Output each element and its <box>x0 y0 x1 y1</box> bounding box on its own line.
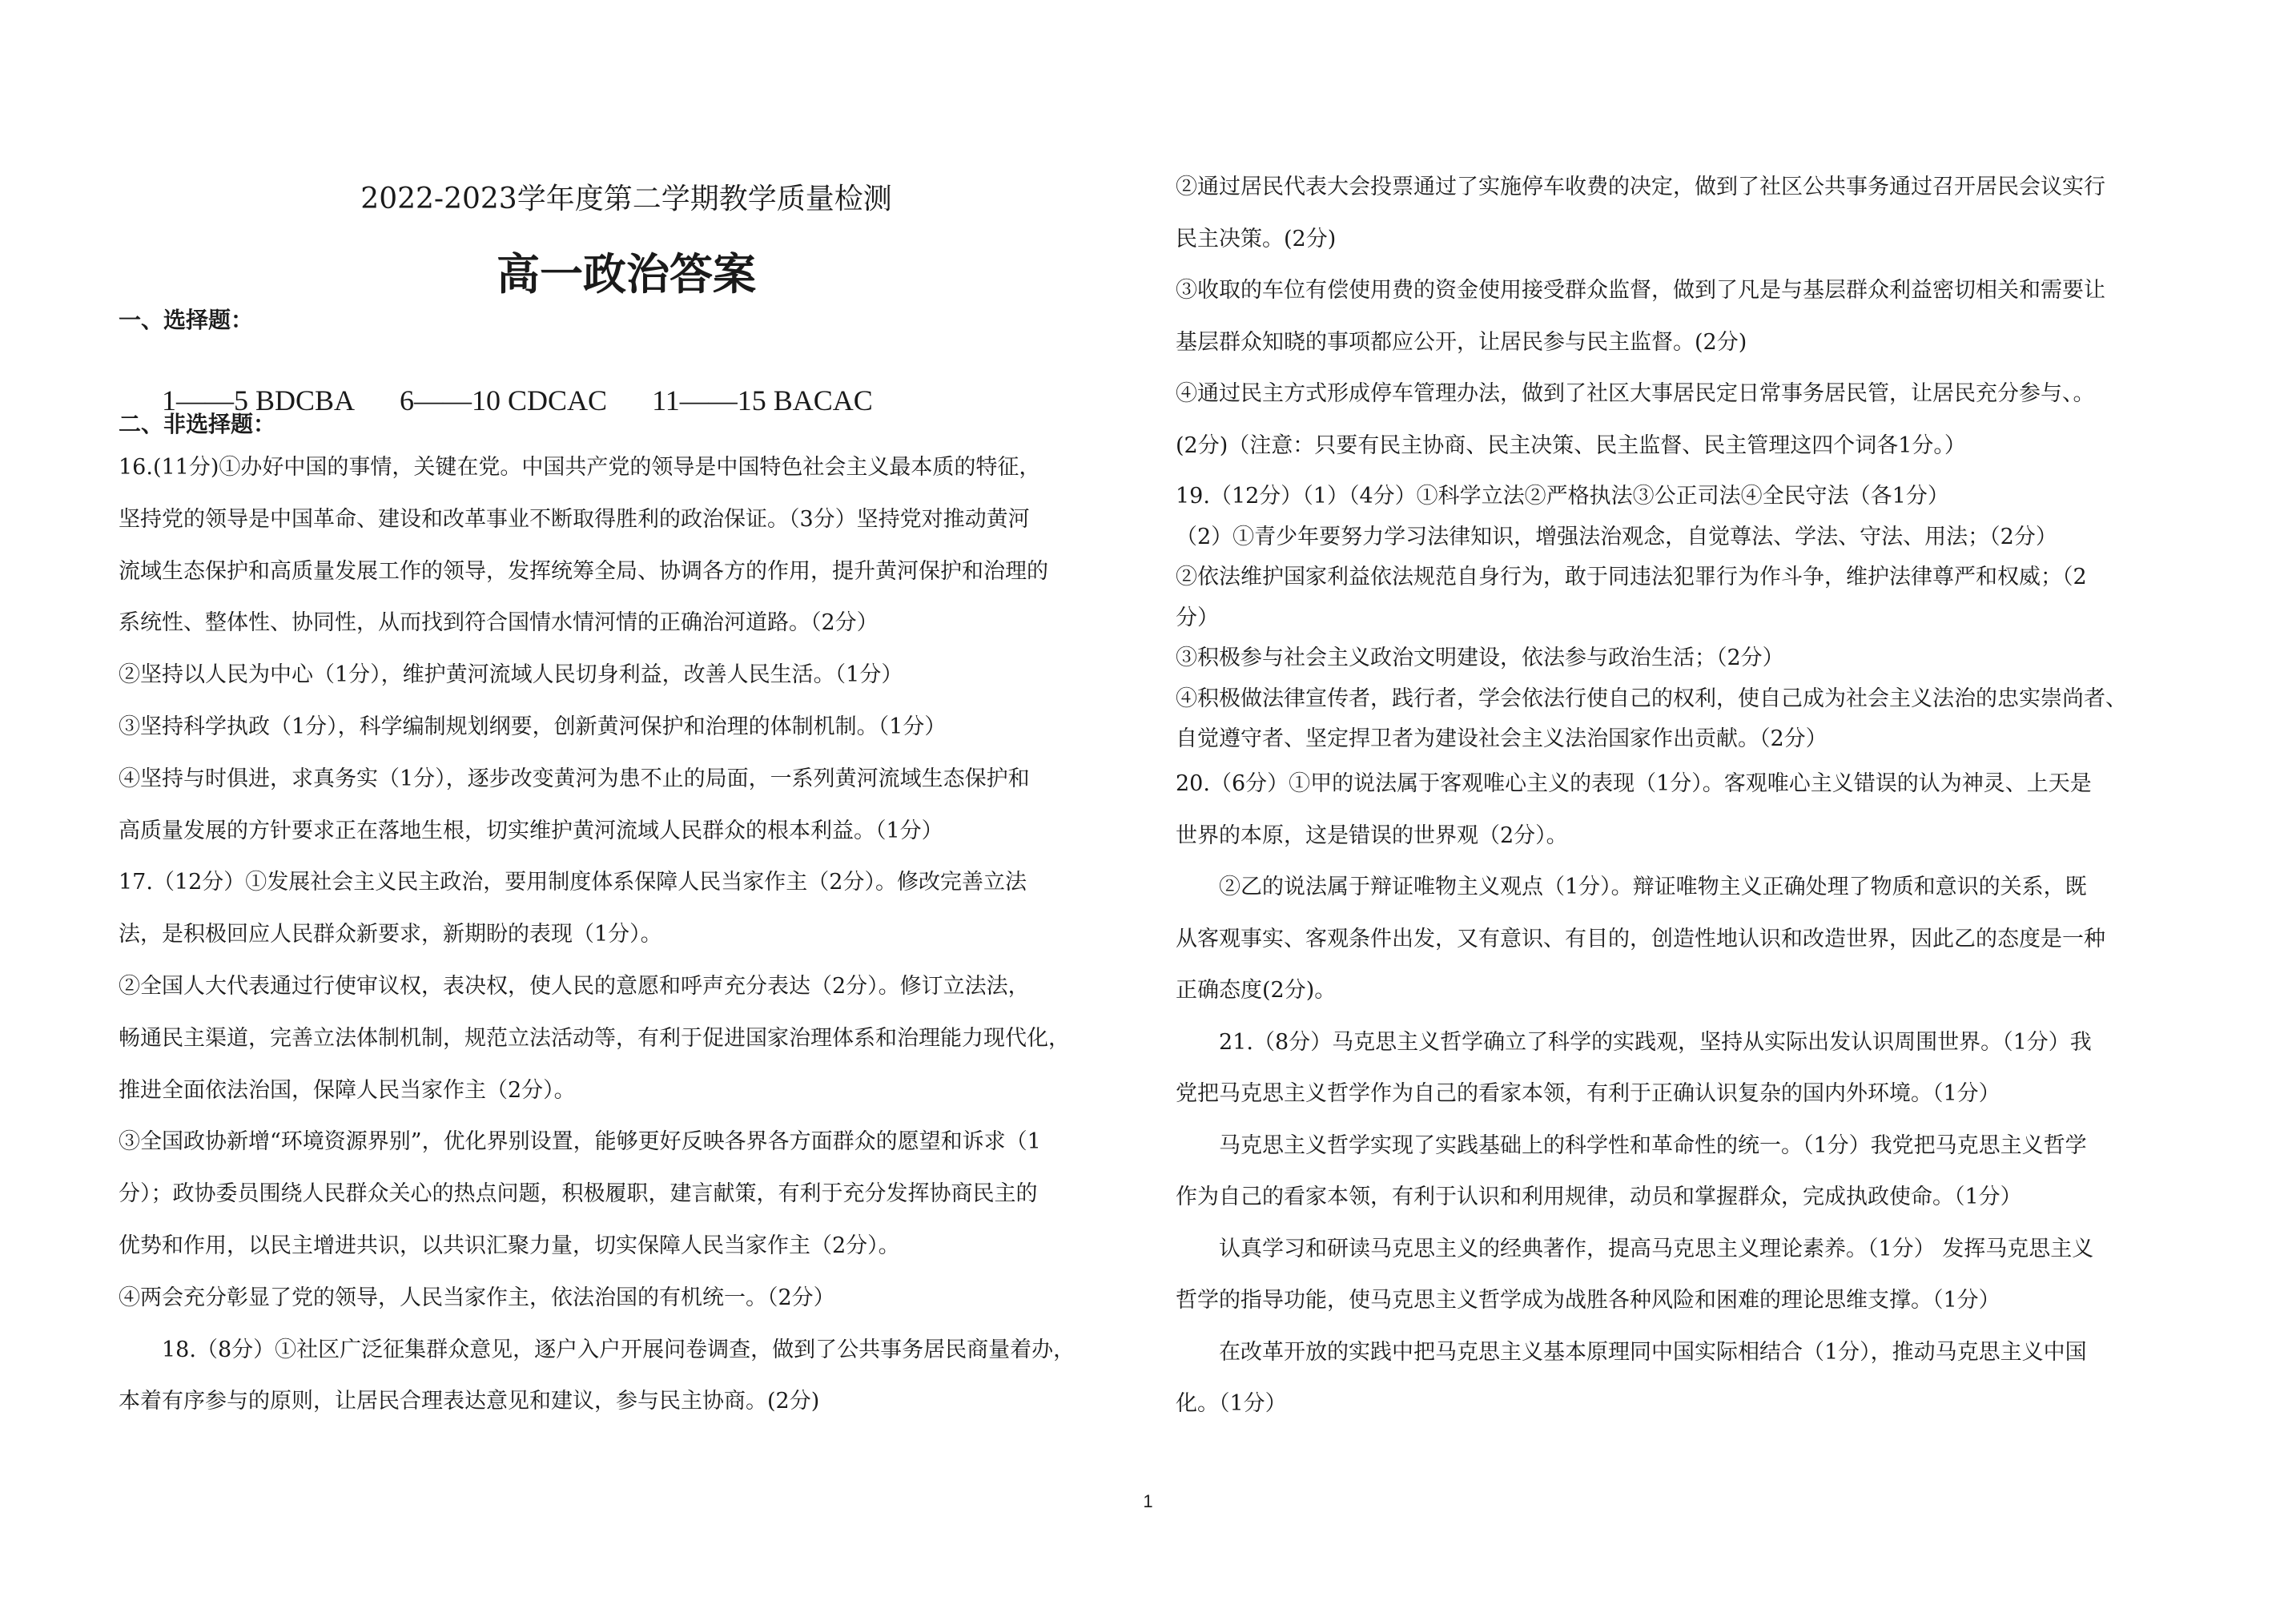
text-line: ④通过民主方式形成停车管理办法，做到了社区大事居民定日常事务居民管，让居民充分参与、。 <box>1176 381 2095 406</box>
text-line: 系统性、整体性、协同性，从而找到符合国情水情河情的正确治河道路。（2分） <box>119 610 879 636</box>
text-line: 畅通民主渠道，完善立法体制机制，规范立法活动等，有利于促进国家治理体系和治理能力现代化， <box>119 1025 1070 1051</box>
text-line: ③全国政协新增“环境资源界别”，优化界别设置，能够更好反映各界各方面群众的愿望和诉求（1 <box>119 1129 1041 1155</box>
exam-year-title: 2022-2023学年度第二学期教学质量检测 <box>360 183 892 215</box>
text-line: 优势和作用，以民主增进共识，以共识汇聚力量，切实保障人民当家作主（2分）。 <box>119 1233 900 1258</box>
text-line: ③积极参与社会主义政治文明建设，依法参与政治生活；（2分） <box>1176 646 1784 670</box>
text-line: ②坚持以人民为中心（1分），维护黄河流域人民切身利益，改善人民生活。（1分） <box>119 662 903 688</box>
text-line: 高质量发展的方针要求正在落地生根，切实维护黄河流域人民群众的根本利益。（1分） <box>119 818 943 843</box>
section-heading-choice: 一、选择题： <box>119 307 254 333</box>
text-line: 18.（8分）①社区广泛征集群众意见，逐户入户开展问卷调查，做到了公共事务居民商量着办， <box>162 1337 1076 1362</box>
text-line: ②全国人大代表通过行使审议权，表决权，使人民的意愿和呼声充分表达（2分）。修订立法法， <box>119 973 1030 999</box>
section-heading-nonchoice: 二、非选择题： <box>119 411 276 437</box>
text-line: 化。（1分） <box>1176 1391 1287 1416</box>
text-line: 法，是积极回应人民群众新要求，新期盼的表现（1分）。 <box>119 922 662 947</box>
text-line: ④积极做法律宣传者，践行者，学会依法行使自己的权利，使自己成为社会主义法治的忠实崇尚者、 <box>1176 686 2127 711</box>
text-line: 作为自己的看家本领，有利于认识和利用规律，动员和掌握群众，完成执政使命。（1分） <box>1176 1185 2022 1209</box>
page-number: 1 <box>1143 1491 1153 1511</box>
text-line: 流域生态保护和高质量发展工作的领导，发挥统筹全局、协调各方的作用，提升黄河保护和治理的 <box>119 558 1048 584</box>
answer-group-1-5: 1——5 BDCBA <box>162 384 356 416</box>
text-line: ③收取的车位有偿使用费的资金使用接受群众监督，做到了凡是与基层群众利益密切相关和需要让 <box>1176 278 2105 303</box>
text-line: 21.（8分）马克思主义哲学确立了科学的实践观，坚持从实际出发认识周围世界。（1分）我 <box>1219 1029 2092 1055</box>
text-line: 民主决策。(2分) <box>1176 226 1337 251</box>
text-line: (2分)（注意：只要有民主协商、民主决策、民主监督、民主管理这四个词各1分。） <box>1176 432 1966 458</box>
text-line: ②依法维护国家利益依法规范自身行为，敢于同违法犯罪行为作斗争，维护法律尊严和权威；（2 <box>1176 565 2087 589</box>
text-line: 19.（12分）（1）（4分）①科学立法②严格执法③公正司法④全民守法（各1分） <box>1176 484 1949 509</box>
answer-group-6-10: 6——10 CDCAC <box>400 384 608 416</box>
text-line: 本着有序参与的原则，让居民合理表达意见和建议，参与民主协商。(2分) <box>119 1389 820 1414</box>
text-line: 党把马克思主义哲学作为自己的看家本领，有利于正确认识复杂的国内外环境。（1分） <box>1176 1081 2000 1106</box>
text-line: 正确态度(2分)。 <box>1176 978 1337 1003</box>
text-line: 认真学习和研读马克思主义的经典著作，提高马克思主义理论素养。（1分） 发挥马克思主义 <box>1219 1236 2094 1261</box>
right-answer-text-q19 <box>1176 477 2191 760</box>
text-line: 分）；政协委员围绕人民群众关心的热点问题，积极履职，建言献策，有利于充分发挥协商民主的 <box>119 1181 1038 1207</box>
document-title: 高一政治答案 <box>497 249 756 300</box>
text-line: 在改革开放的实践中把马克思主义基本原理同中国实际相结合（1分），推动马克思主义中国 <box>1219 1339 2087 1365</box>
text-line: 基层群众知晓的事项都应公开，让居民参与民主监督。(2分) <box>1176 329 1747 355</box>
text-line: 坚持党的领导是中国革命、建设和改革事业不断取得胜利的政治保证。（3分）坚持党对推动黄河 <box>119 506 1030 532</box>
left-answer-text <box>119 442 1134 1428</box>
right-answer-text-q20-21 <box>1176 758 2191 1430</box>
answer-group-11-15: 11——15 BACAC <box>652 384 873 416</box>
text-line: 分） <box>1176 605 1219 630</box>
text-line: 自觉遵守者、坚定捍卫者为建设社会主义法治国家作出贡献。（2分） <box>1176 726 1828 751</box>
text-line: ②乙的说法属于辩证唯物主义观点（1分）。辩证唯物主义正确处理了物质和意识的关系，既 <box>1219 875 2087 899</box>
text-line: ④两会充分彰显了党的领导，人民当家作主，依法治国的有机统一。（2分） <box>119 1285 835 1310</box>
text-line: 哲学的指导功能，使马克思主义哲学成为战胜各种风险和困难的理论思维支撑。（1分） <box>1176 1288 2000 1313</box>
text-line: 17.（12分）①发展社会主义民主政治，要用制度体系保障人民当家作主（2分）。修改完善立法 <box>119 870 1027 895</box>
text-line: 世界的本原，这是错误的世界观（2分）。 <box>1176 823 1568 848</box>
text-line: 16.(11分)①办好中国的事情，关键在党。中国共产党的领导是中国特色社会主义最本质的特征， <box>119 455 1041 480</box>
text-line: ④坚持与时俱进，求真务实（1分），逐步改变黄河为患不止的局面，一系列黄河流域生态保护和 <box>119 766 1030 791</box>
text-line: （2）①青少年要努力学习法律知识，增强法治观念，自觉尊法、学法、守法、用法；（2分） <box>1176 524 2057 549</box>
text-line: 从客观事实、客观条件出发，又有意识、有目的，创造性地认识和改造世界，因此乙的态度是一种 <box>1176 926 2105 951</box>
text-line: 推进全面依法治国，保障人民当家作主（2分）。 <box>119 1077 576 1103</box>
text-line: ②通过居民代表大会投票通过了实施停车收费的决定，做到了社区公共事务通过召开居民会议实行 <box>1176 175 2105 199</box>
text-line: 20.（6分）①甲的说法属于客观唯心主义的表现（1分）。客观唯心主义错误的认为神灵、上天是 <box>1176 771 2092 796</box>
right-answer-text-q18 <box>1176 162 2191 472</box>
text-line: 马克思主义哲学实现了实践基础上的科学性和革命性的统一。（1分）我党把马克思主义哲学 <box>1219 1132 2087 1158</box>
text-line: ③坚持科学执政（1分），科学编制规划纲要，创新黄河保护和治理的体制机制。（1分） <box>119 714 947 739</box>
